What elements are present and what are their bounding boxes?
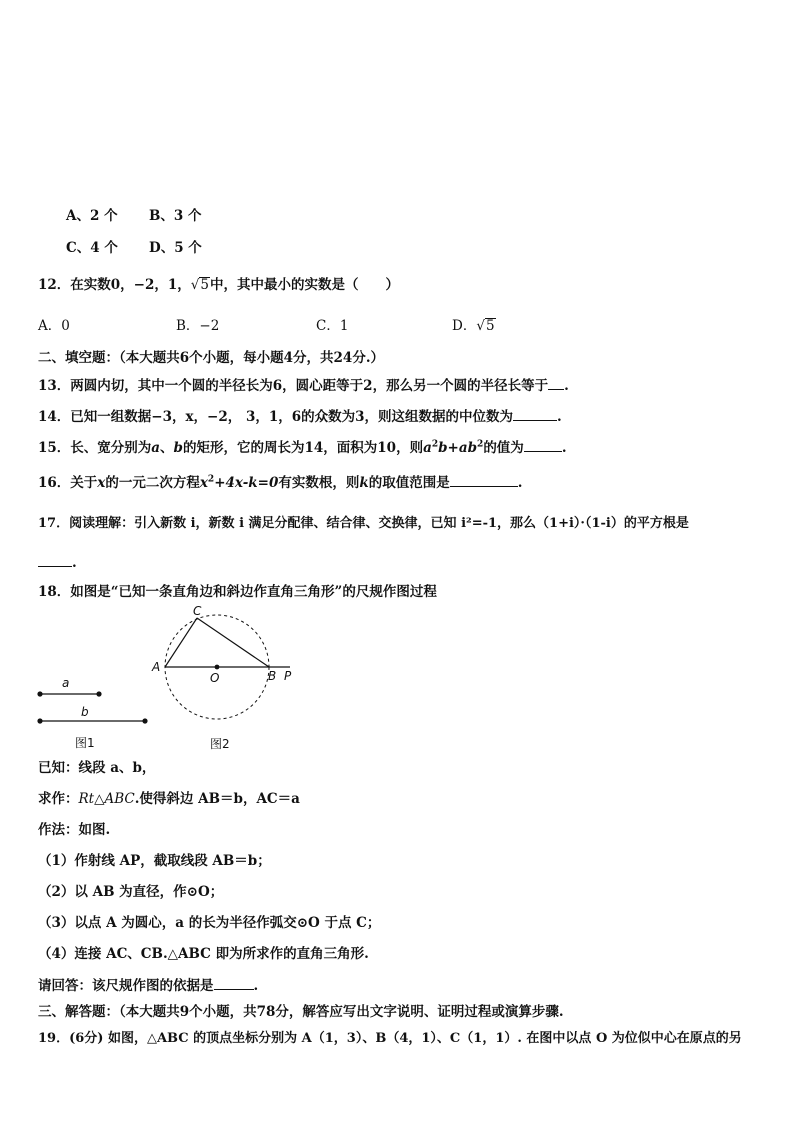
q12-option-b: B．−2 — [176, 318, 220, 334]
q11-option-c: C、4 个 — [66, 240, 118, 256]
point-label-o: O — [210, 671, 220, 685]
answer-blank — [513, 407, 557, 421]
q18-answer-text: 请回答：该尺规作图的依据是 — [38, 978, 214, 994]
q11-option-b: B、3 个 — [149, 208, 202, 224]
answer-blank — [524, 438, 562, 452]
q17-line2: . — [38, 553, 77, 572]
segment-ac — [165, 618, 197, 667]
q11-option-d: D、5 个 — [149, 240, 202, 256]
eq-x: x — [199, 475, 208, 491]
var-x: x — [97, 475, 106, 491]
q18-method: 作法：如图. — [38, 822, 111, 838]
q12-option-c: C．1 — [316, 318, 349, 334]
sqrt-radicand: 5 — [200, 277, 209, 293]
sqrt-radicand: 5 — [485, 318, 495, 334]
segment-endpoint — [37, 718, 42, 723]
q15-sep: 、 — [160, 440, 174, 456]
q15-mid: 的矩形，它的周长为14，面积为10，则 — [183, 440, 424, 456]
var-b: b — [173, 440, 183, 456]
segment-endpoint — [142, 718, 147, 723]
section-2-heading: 二、填空题：（本大题共6个小题，每小题4分，共24分.） — [38, 350, 385, 366]
answer-blank — [38, 553, 72, 567]
q19: 19．(6分) 如图，△ABC 的顶点坐标分别为 A（1，3）、B（4，1）、C（1，1）. 在图中以点 O 为位似中心在原点的另 — [38, 1031, 742, 1046]
expr-b-ab: b+ab — [438, 440, 478, 456]
q14: 14．已知一组数据−3，x，−2， 3，1，6的众数为3，则这组数据的中位数为 . — [38, 409, 562, 425]
sqrt5-expression: √5 — [190, 277, 209, 293]
section-3-heading: 三、解答题：（本大题共9个小题，共78分，解答应写出文字说明、证明过程或演算步骤. — [38, 1004, 564, 1020]
label-b: b — [81, 705, 89, 719]
segment-cb — [197, 618, 269, 667]
q18-find-triangle: Rt△ABC — [78, 791, 135, 807]
var-k: k — [359, 475, 369, 491]
sqrt5-option: √5 — [476, 318, 495, 334]
q18-step-4: （4）连接 AC、CB.△ABC 即为所求作的直角三角形. — [38, 946, 369, 962]
q18-known: 已知：线段 a、b， — [38, 760, 156, 776]
figure-2 — [150, 605, 300, 730]
point-label-p: P — [284, 669, 292, 683]
center-point-o — [215, 665, 220, 670]
q14-text: 14．已知一组数据−3，x，−2， 3，1，6的众数为3，则这组数据的中位数为 — [38, 409, 514, 425]
q18-step-2: （2）以 AB 为直径，作⊙O； — [38, 884, 224, 900]
q12-stem-pre: 12．在实数0，−2，1， — [38, 277, 191, 293]
q12-stem-post: 中，其中最小的实数是（ ） — [209, 277, 399, 293]
exp-2: 2 — [207, 474, 215, 485]
answer-blank — [548, 376, 564, 390]
exp-2: 2 — [477, 439, 484, 450]
q11-option-a: A、2 个 — [66, 208, 118, 224]
answer-blank — [214, 976, 254, 990]
point-label-c: C — [193, 604, 202, 618]
figure-1-caption: 图1 — [75, 736, 95, 750]
q15-post: 的值为 — [483, 440, 524, 456]
figure-1 — [30, 670, 160, 752]
figure-2-caption: 图2 — [210, 737, 230, 751]
q16-post: 的取值范围是 — [368, 475, 450, 491]
q15-pre: 15．长、宽分别为 — [38, 440, 152, 456]
eq-rest: +4x-k=0 — [214, 475, 279, 491]
q12-stem — [38, 276, 399, 294]
q16-pre: 16．关于 — [38, 475, 98, 491]
q15: 15．长、宽分别为a、b的矩形，它的周长为14，面积为10，则$a^2b+ab^2$的值为 . — [38, 439, 567, 456]
q18-answer: 请回答：该尺规作图的依据是 . — [38, 978, 259, 994]
point-label-b: B — [268, 669, 277, 683]
expr-a: a — [423, 440, 432, 456]
q16: 16．关于x的一元二次方程$x^2+4x-k=0$有实数根，则k的取值范围是 . — [38, 474, 523, 491]
q13: 13．两圆内切，其中一个圆的半径长为6，圆心距等于2，那么另一个圆的半径长等于 . — [38, 378, 569, 394]
segment-endpoint — [96, 691, 101, 696]
q18-stem: 18．如图是“已知一条直角边和斜边作直角三角形”的尺规作图过程 — [38, 584, 437, 600]
q16-mid1: 的一元二次方程 — [105, 475, 200, 491]
q12-option-d-label: D． — [452, 318, 477, 334]
q18-find-pre: 求作： — [38, 791, 79, 807]
q17-line1: 17．阅读理解：引入新数 i，新数 i 满足分配律、结合律、交换律，已知 i²=-1，那么（1+i）·（1-i）的平方根是 — [38, 516, 689, 531]
q18-find — [38, 790, 300, 808]
q13-text: 13．两圆内切，其中一个圆的半径长为6，圆心距等于2，那么另一个圆的半径长等于 — [38, 378, 549, 394]
var-a: a — [151, 440, 161, 456]
q18-find-post: .使得斜边 AB＝b，AC＝a — [134, 791, 300, 807]
q12-option-d — [452, 317, 496, 335]
q12-option-a: A．0 — [38, 318, 70, 334]
answer-blank — [450, 473, 518, 487]
label-a: a — [62, 676, 70, 690]
q16-mid2: 有实数根，则 — [278, 475, 360, 491]
point-label-a: A — [152, 660, 161, 674]
segment-endpoint — [37, 691, 42, 696]
q18-step-1: （1）作射线 AP，截取线段 AB＝b； — [38, 853, 271, 869]
exp-2: 2 — [431, 439, 439, 450]
q18-step-3: （3）以点 A 为圆心，a 的长为半径作弧交⊙O 于点 C； — [38, 915, 381, 931]
